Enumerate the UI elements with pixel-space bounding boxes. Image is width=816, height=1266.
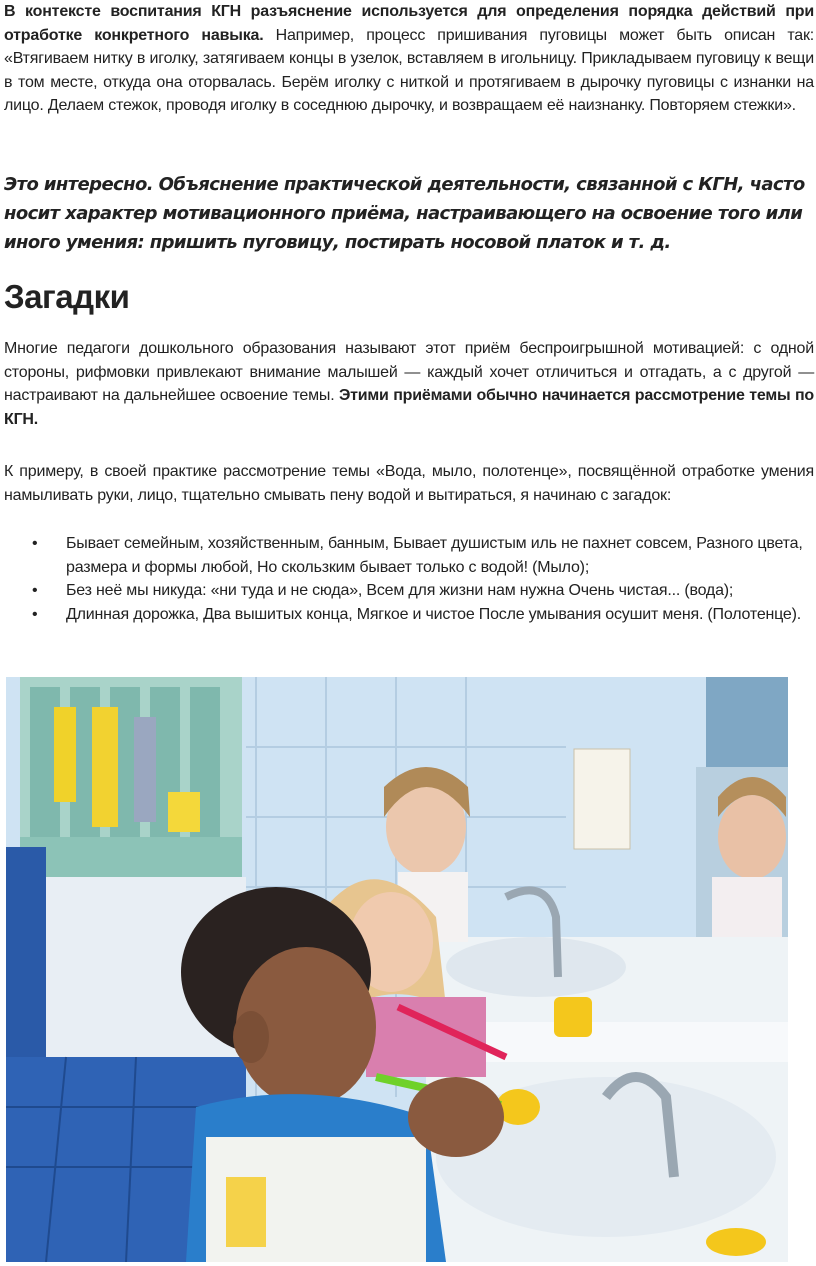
interesting-note: Это интересно. Объяснение практической деятельности, связанной с КГН, часто носит характер мотивационного приёма, настраивающего на освоение того или иного умения: пришить пуговицу, постирать носовой платок и т. д. — [4, 174, 805, 253]
section-heading: Загадки — [4, 278, 130, 315]
intro-lead-bold: В контексте воспитания КГН разъяснение используется для определения порядка действий при отработке конкретного навыка. — [4, 3, 814, 44]
bullet: • — [32, 535, 38, 552]
intro-paragraph — [4, 0, 814, 118]
example-paragraph: К примеру, в своей практике рассмотрение темы «Вода, мыло, полотенце», посвящённой отработке умения намыливать руки, лицо, тщательно смывать пену водой и вытираться, я начинаю с загадок: — [4, 463, 814, 504]
list-item — [4, 603, 814, 627]
paragraph2-text: Многие педагоги дошкольного образования называют этот приём беспроигрышной мотивацией: с одной стороны, рифмовки привлекают внимание малышей — каждый хочет отличиться и отгадать, а с другой — настраивают на дальнейшее освоение темы. — [4, 340, 814, 404]
bullet: • — [32, 582, 38, 599]
riddle-text: Бывает семейным, хозяйственным, банным, Бывает душистым иль не пахнет совсем, Разного цвета, размера и формы любой, Но скользким бывает только с водой! (Мыло); — [66, 535, 803, 576]
paragraph2-bold: Этими приёмами обычно начинается рассмотрение темы по КГН. — [4, 387, 814, 428]
children-washroom-photo — [6, 677, 788, 1262]
riddle-text: Длинная дорожка, Два вышитых конца, Мягкое и чистое После умывания осушит меня. (Полотенце). — [66, 605, 802, 623]
list-item — [4, 532, 814, 579]
riddles-list — [4, 532, 814, 626]
riddle-text: Без неё мы никуда: «ни туда и не сюда», Всем для жизни нам нужна Очень чистая... (вода); — [66, 582, 734, 599]
photo-illustration — [6, 677, 788, 1262]
bullet: • — [32, 605, 38, 623]
riddles-intro-paragraph — [4, 337, 814, 431]
list-item — [4, 579, 814, 603]
intro-rest: Например, процесс пришивания пуговицы может быть описан так: «Втягиваем нитку в иголку, затягиваем концы в узелок, вставляем в игольницу. Прикладываем пуговицу к вещи в том месте, откуда она оторвалась. Берём иголку с ниткой и протягиваем в дырочку пуговицы с изнанки на лицо. Делаем стежок, проводя иголку в соседнюю дырочку, и возвращаем её наизнанку. Повторяем стежки». — [4, 26, 815, 114]
